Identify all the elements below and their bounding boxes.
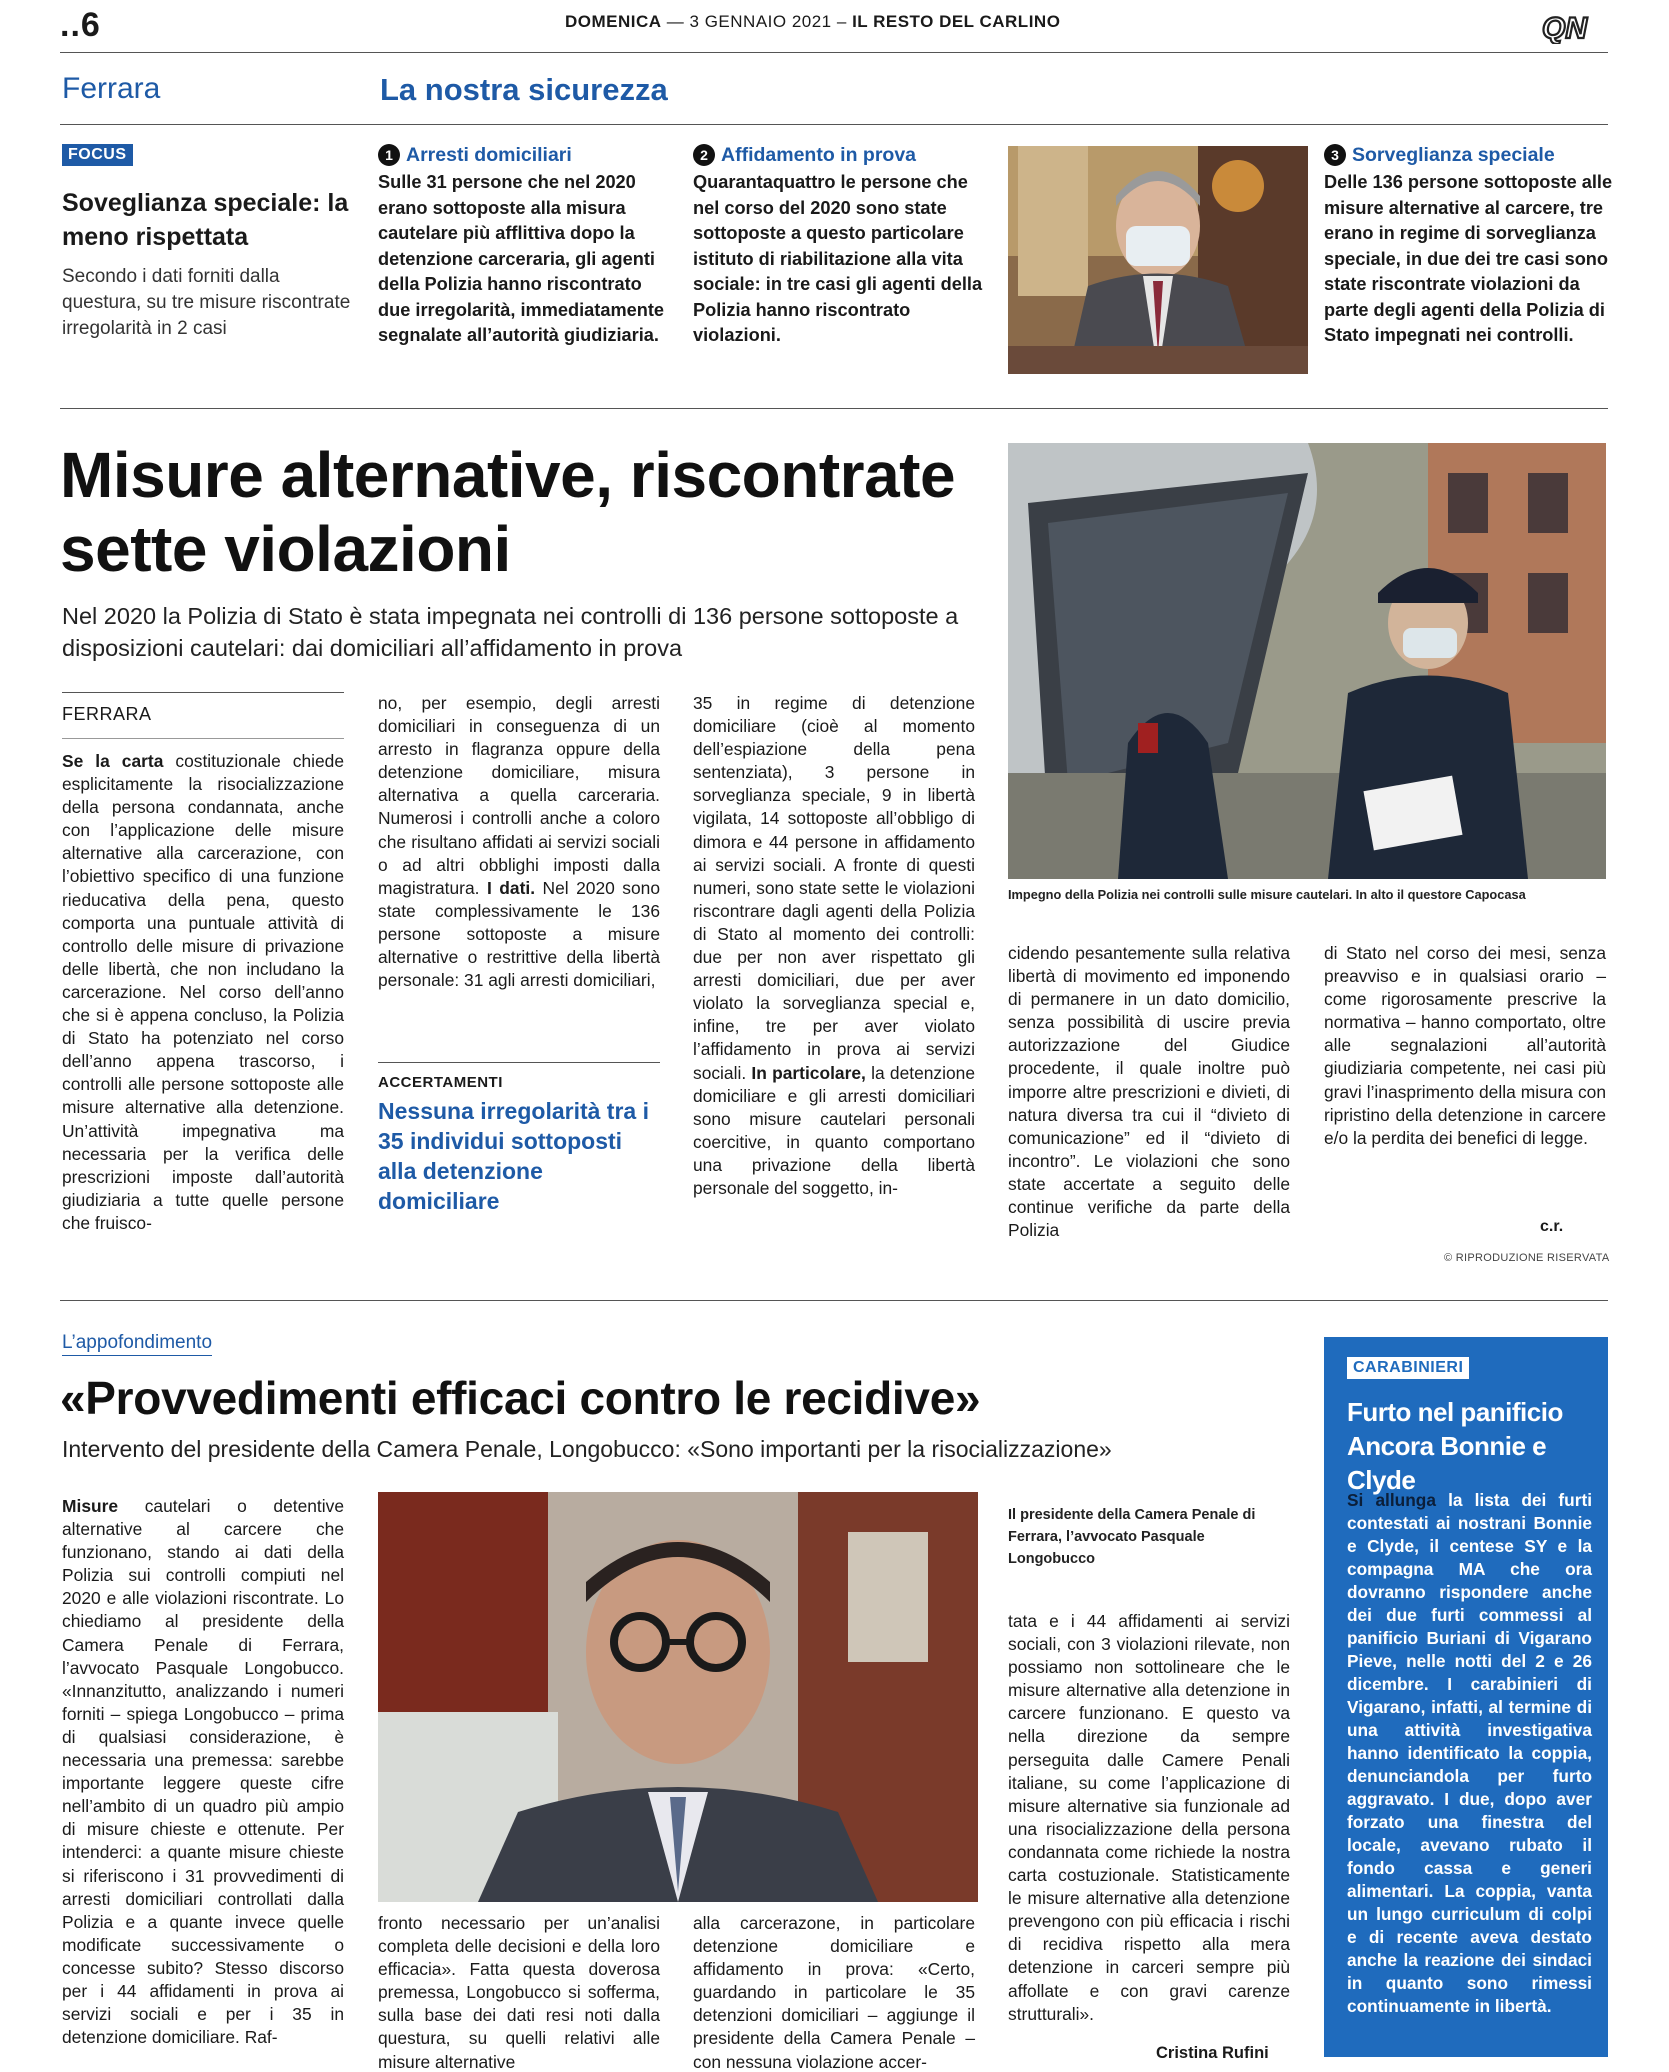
photo-caption-longobucco: Il presidente della Camera Penale di Ferrara, l’avvocato Pasquale Longobucco — [1008, 1507, 1256, 1567]
article-column-2: no, per esempio, degli arresti domiciliari in conseguenza di un arresto in flagranza oppure della detenzione domiciliare, misura alternativa a quella carceraria. Numerosi i controlli anche a coloro che risultano affidati ai servizi sociali o ad altri obblighi imposti dalla magistratura. I dati. Nel 2020 sono state complessivamente le 136 persone sottoposte a misure alternative o restrittive della libertà personale: 31 agli arresti domiciliari, — [378, 693, 660, 991]
header-date: — 3 GENNAIO 2021 – — [666, 12, 847, 31]
lead-in: Misure — [62, 1496, 119, 1516]
qn-logo-text: QN — [1542, 12, 1587, 44]
copyright-notice: © RIPRODUZIONE RISERVATA — [1444, 1252, 1610, 1264]
box-arresti-domiciliari — [378, 142, 670, 349]
carabinieri-headline: Furto nel panificio Ancora Bonnie e Clyde — [1347, 1397, 1563, 1495]
box-title: Affidamento in prova — [721, 144, 917, 166]
section-city: Ferrara — [62, 72, 161, 105]
lead-in: Se la carta — [62, 751, 164, 771]
number-two-icon: 2 — [693, 144, 715, 166]
focus-tag: FOCUS — [62, 144, 133, 166]
article2-headline: «Provvedimenti efficaci contro le recidive» — [60, 1372, 981, 1424]
header-dateline — [565, 12, 1060, 32]
article2-subheadline: Intervento del presidente della Camera Penale, Longobucco: «Sono importanti per la risocializzazione» — [62, 1436, 1112, 1462]
dateline-rule — [62, 692, 344, 693]
page-number: ..6 — [60, 6, 101, 44]
section-rule — [60, 124, 1608, 125]
box-sorveglianza-speciale — [1324, 142, 1624, 349]
middle-rule — [60, 1300, 1608, 1301]
focus-headline: Soveglianza speciale: la meno rispettata — [62, 189, 349, 251]
article-column-3: 35 in regime di detenzione domiciliare (cioè al momento dell’espiazione della pena sentenziata), 3 persone in sorveglianza speciale, 9 in libertà vigilata, 14 sottoposte all’obbligo di dimora e 44 persone in affidamento ai servizi sociali. A fronte di questi numeri, sono state sette le violazioni riscontrare dagli agenti della Polizia di Stato al momento dei controlli: due per non aver rispettato gli arresti domiciliari, due per aver violato la sorveglianza special e, infine, tre per aver violato l’affidamento in prova ai servizi sociali. In particolare, la detenzione domiciliare e gli arresti domiciliari sono misure cautelari personali coercitive, in quanto comportano una privazione della libertà personale del soggetto, in- — [693, 693, 975, 1198]
carabinieri-text: Si allunga la lista dei furti contestati ai nostrani Bonnie e Clyde, il centese SY e la compagna MA che ora dovranno rispondere anche dei due furti commessi al panificio Buriani di Vigarano Pieve, nelle notti del 2 e 26 dicembre. I carabinieri di Vigarano, infatti, al termine di una attività investigativa hanno identificato la coppia, denunciandola per furto aggravato. I due, dopo aver forzato una finestra del locale, avevano rubato il fondo cassa e generi alimentari. La coppia, vanta un lungo curriculum di colpi e di recente aveva destato anche la reazione dei sindaci in quanto sono rimessi continuamente in libertà. — [1347, 1490, 1592, 2016]
article-column-4: cidendo pesantemente sulla relativa libertà di movimento ed imponendo di permanere in un dato domicilio, senza possibilità di uscire previa autorizzazione del Giudice procedente, il quale inoltre può imporre altre prescrizioni e divieti, di natura diversa tra cui il “divieto di comunicazione” ed il “divieto di incontro”. Le violazioni che sono state accertate a seguito delle continue verifiche da parte della Polizia — [1008, 943, 1290, 1241]
box-text: Sulle 31 persone che nel 2020 erano sottoposte alla misura cautelare più afflittiva dopo la detenzione carceraria, gli agenti della Polizia hanno riscontrato due irregolarità, immediatamente segnalate all’autorità giudiziaria. — [378, 172, 665, 345]
subhead-in-particolare: In particolare, — [751, 1062, 866, 1083]
focus-text: Secondo i dati forniti dalla questura, su tre misure riscontrate irregolarità in 2 casi — [62, 266, 351, 339]
byline: Cristina Rufini — [1156, 2044, 1269, 2062]
article-column-5: di Stato nel corso dei mesi, senza preavviso e in qualsiasi orario – come rigorosamente prescrive la normativa – hanno comportato, oltre alle segnalazioni all’autorità giudiziaria competente, nei casi più gravi l’inasprimento della misura con ripristino della detenzione in carcere e/o la perdita dei benefici di legge. — [1324, 943, 1606, 1148]
main-headline: Misure alternative, riscontrate sette violazioni — [60, 439, 956, 585]
number-one-icon: 1 — [378, 144, 400, 166]
photo-pasquale-longobucco — [378, 1492, 978, 1902]
main-subheadline: Nel 2020 la Polizia di Stato è stata impegnata nei controlli di 136 persone sottoposte a disposizioni cautelari: dai domiciliari all’affidamento in prova — [62, 603, 959, 661]
kicker-label: L’appofondimento — [62, 1332, 212, 1356]
header-paper: IL RESTO DEL CARLINO — [852, 12, 1061, 31]
sidebar-rule — [378, 1062, 660, 1063]
box-text: Delle 136 persone sottoposte alle misure alternative al carcere, tre erano in regime di sorveglianza speciale, in due dei tre casi sono state riscontrate violazioni da parte degli agenti della Polizia di Stato impegnati nei controlli. — [1324, 172, 1613, 345]
article-dateline: FERRARA — [62, 704, 152, 724]
header-day: DOMENICA — [565, 12, 662, 31]
dateline-rule-bottom — [62, 738, 344, 739]
header-rule — [60, 52, 1608, 53]
sidebar-tag: ACCERTAMENTI — [378, 1074, 503, 1091]
subhead-i-dati: I dati. — [486, 877, 536, 898]
number-three-icon: 3 — [1324, 144, 1346, 166]
section-title: La nostra sicurezza — [380, 72, 668, 107]
sidebar-headline: Nessuna irregolarità tra i 35 individui sottoposti alla detenzione domiciliare — [378, 1098, 649, 1214]
article2-column-1: Misure cautelari o detentive alternative al carcere che funzionano, stando ai dati della Polizia sui controlli compiuti nel 2020 e alle violazioni riscontrate. Lo chiediamo al presidente della Camera Penale di Ferrara, l’avvocato Pasquale Longobucco. «Innanzitutto, analizzando i numeri forniti – spiega Longobucco – prima di qualsiasi considerazione, è necessaria una premessa: sarebbe importante leggere queste cifre nell’ambito di un quadro più ampio di misure chieste e ottenute. Per intenderci: a quante misure chieste si riferiscono i 31 provvedimenti di arresti domiciliari controllati dalla Polizia e a quante invece quelle modificate successivamente o concesse subito? Stesso discorso per i 44 affidamenti in prova ai servizi sociali e per i 35 in detenzione domiciliare. Raf- — [62, 1496, 344, 2048]
box-title: Arresti domiciliari — [406, 144, 572, 166]
top-section-rule — [60, 408, 1608, 409]
article2-column-4: tata e i 44 affidamenti ai servizi sociali, con 3 violazioni rilevate, non possiamo non sottolineare che le misure alternative alla detenzione in carcere funzionano. E questo va nella direzione da sempre perseguita dalle Camere Penali italiane, su come l’applicazione di misure alternative sia funzionale ad una risocializzazione della persona condannata come richiede la nostra carta costuzionale. Statisticamente le misure alternative alla detenzione prevengono con più efficacia i rischi di recidiva rispetto alla mera detenzione in carceri sempre più affollate e con gravi carenze strutturali». — [1008, 1611, 1290, 2024]
photo-caption-police: Impegno della Polizia nei controlli sulle misure cautelari. In alto il questore Capocasa — [1008, 887, 1526, 902]
qn-logo — [1540, 10, 1606, 44]
photo-police-check — [1008, 443, 1606, 879]
box-title: Sorveglianza speciale — [1352, 144, 1555, 166]
carabinieri-tag: CARABINIERI — [1347, 1357, 1469, 1379]
article-column-1: Se la carta costituzionale chiede esplicitamente la risocializzazione della persona condannata, anche con l’applicazione delle misure alternative alla carcerazione, con l’obiettivo specifico di una funzione rieducativa della pena, questo comporta una puntuale attività di controllo delle misure di privazione delle libertà, che non includano la carcerazione. Nel corso dell’anno che si è appena concluso, la Polizia di Stato ha potenziato nel corso dell’anno appena trascorso, i controlli alle persone sottoposte alle misure alternative alla detenzione. Un’attività impegnativa ma necessaria per la verifica delle prescrizioni imposte dall’autorità giudiziaria a tutte quelle persone che fruisco- — [62, 751, 345, 1233]
article2-column-2: fronto necessario per un’analisi completa delle decisioni e della loro efficacia». Fatta questa doverosa premessa, Longobucco si sofferma, sulla base dei dati resi noti dalla questura, su quelli relativi alle misure alternative — [378, 1913, 660, 2072]
box-text: Quarantaquattro le persone che nel corso del 2020 sono state sottoposte a questo particolare istituto di riabilitazione alla vita sociale: in tre casi gli agenti della Polizia hanno riscontrato violazioni. — [693, 172, 983, 345]
box-affidamento-in-prova — [693, 142, 985, 349]
photo-questore-capocasa — [1008, 146, 1308, 374]
article2-column-3: alla carcerazone, in particolare detenzione domiciliare e affidamento in prova: «Certo, guardando in particolare le 35 detenzioni domiciliari – aggiunge il presidente della Camera Penale – con nessuna violazione accer- — [693, 1913, 975, 2072]
lead-in: Si allunga — [1347, 1490, 1436, 1510]
byline: c.r. — [1540, 1218, 1564, 1235]
